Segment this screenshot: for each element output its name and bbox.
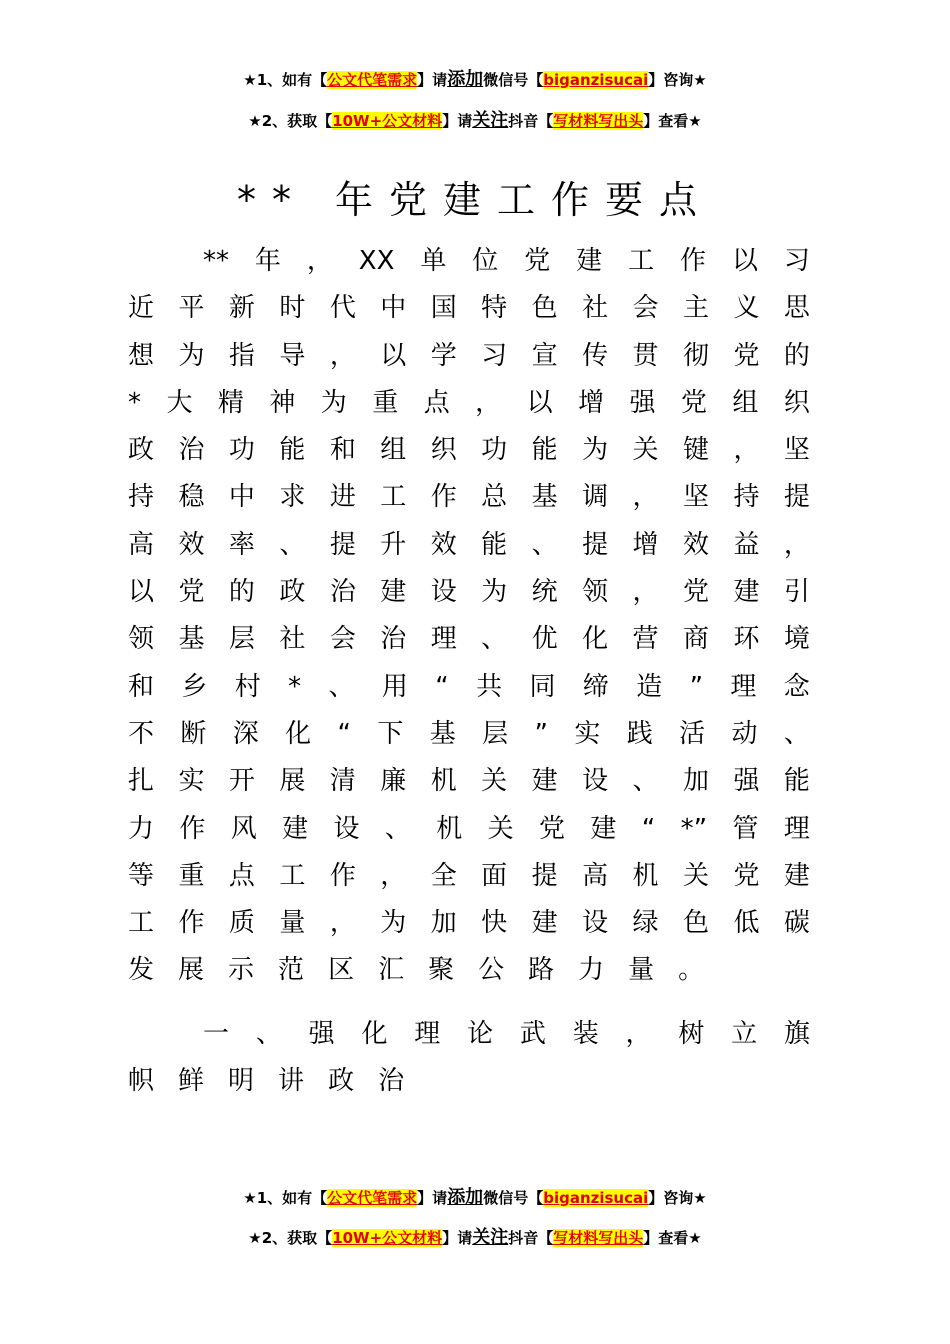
char-cell: 点 [228, 860, 255, 891]
char-cell: 扎 [128, 766, 155, 797]
char-cell: 治 [329, 577, 356, 608]
paragraph-line [128, 616, 810, 663]
char-cell: 营 [632, 624, 659, 655]
char-cell: 神 [269, 387, 296, 418]
char-cell: 建 [282, 813, 309, 844]
char-cell: 装 [572, 1019, 599, 1049]
paragraph-line [128, 569, 810, 616]
char-cell: 进 [329, 482, 356, 513]
char-cell: * [128, 387, 141, 418]
char-cell: 加 [682, 766, 709, 797]
char-cell: 缔 [582, 671, 609, 702]
char-cell: 提 [582, 529, 609, 560]
char-cell: 关 [487, 813, 514, 844]
char-cell: 精 [217, 387, 244, 418]
char-cell: 政 [328, 1066, 355, 1096]
char-cell: 建 [531, 908, 558, 939]
char-cell: 持 [733, 482, 760, 513]
char-cell: 年 [254, 246, 281, 276]
char-cell: 组 [732, 387, 759, 418]
char-cell: 统 [531, 577, 558, 608]
char-cell: 强 [629, 387, 656, 418]
banner-text: 】咨询★ [648, 1189, 707, 1207]
char-cell: 快 [481, 908, 508, 939]
char-cell: 增 [578, 387, 605, 418]
char-cell: 提 [783, 482, 810, 513]
char-cell: 能 [481, 529, 508, 560]
wechat-id-link[interactable]: biganzisucai [543, 1189, 649, 1207]
char-cell: 管 [732, 813, 759, 844]
char-cell: 一 [203, 1019, 230, 1049]
char-cell: 能 [783, 766, 810, 797]
char-cell: 设 [582, 908, 609, 939]
char-cell: ， [733, 435, 760, 466]
char-cell: 用 [381, 671, 408, 702]
char-cell: 化 [361, 1019, 388, 1049]
paragraph-line [128, 333, 810, 380]
char-cell: 基 [531, 482, 558, 513]
char-cell: 持 [128, 482, 155, 513]
char-cell: 新 [228, 293, 255, 324]
paragraph-line [128, 522, 810, 569]
douyin-account-link[interactable]: 写材料写出头 [553, 1229, 644, 1247]
char-cell: 主 [682, 293, 709, 324]
char-cell: 国 [430, 293, 457, 324]
banner-text: 】请 [442, 1229, 473, 1247]
char-cell: 导 [279, 340, 306, 371]
char-cell: 机 [436, 813, 463, 844]
char-cell: 、 [255, 1019, 282, 1049]
banner-text: 】查看★ [643, 112, 702, 130]
char-cell: 党 [733, 340, 760, 371]
char-cell: 动 [731, 718, 758, 749]
banner-text: 】咨询★ [648, 71, 707, 89]
char-cell: 乡 [181, 671, 208, 702]
char-cell: 旗 [783, 1019, 810, 1049]
char-cell: 设 [582, 766, 609, 797]
char-cell: 实 [574, 718, 601, 749]
char-cell: 设 [430, 577, 457, 608]
paragraph-line [128, 711, 810, 758]
page-title: ** 年党建工作要点 [236, 178, 714, 222]
char-cell: ” [689, 671, 704, 702]
char-cell: 论 [467, 1019, 494, 1049]
char-cell: 键 [682, 435, 709, 466]
char-cell: 发 [128, 955, 155, 986]
char-cell: 机 [632, 860, 659, 891]
paragraph-line [128, 285, 810, 332]
paragraph-line [128, 238, 810, 285]
char-cell: 建 [590, 813, 617, 844]
douyin-account-link[interactable]: 写材料写出头 [553, 112, 644, 130]
char-cell: 治 [178, 435, 205, 466]
banner-text: 】请 [442, 112, 473, 130]
char-cell: 坚 [682, 482, 709, 513]
char-cell: 力 [578, 955, 605, 986]
banner-text: 】请 [417, 1189, 448, 1207]
char-cell: 贯 [632, 340, 659, 371]
char-cell: 环 [733, 624, 760, 655]
char-cell: 率 [228, 529, 255, 560]
banner-text: ★1、如有【 [243, 71, 328, 89]
char-cell: 以 [526, 387, 553, 418]
char-cell: 党 [178, 577, 205, 608]
char-cell: 层 [228, 624, 255, 655]
char-cell: ， [783, 529, 810, 560]
banner-text: ★2、获取【 [248, 112, 333, 130]
char-cell: 量 [628, 955, 655, 986]
char-cell: 下 [377, 718, 404, 749]
top-banner-line-1 [0, 68, 950, 92]
char-cell: 坚 [783, 435, 810, 466]
char-cell: 武 [519, 1019, 546, 1049]
char-cell: 引 [783, 577, 810, 608]
char-cell: 、 [328, 671, 355, 702]
char-cell: 理 [430, 624, 457, 655]
char-cell: 党 [680, 387, 707, 418]
char-cell: 共 [476, 671, 503, 702]
char-cell: 以 [380, 340, 407, 371]
char-cell: 作 [430, 482, 457, 513]
char-cell: 为 [178, 340, 205, 371]
char-cell: 全 [430, 860, 457, 891]
char-cell: 代 [329, 293, 356, 324]
paragraph-line [128, 427, 810, 474]
char-cell: 工 [279, 860, 306, 891]
char-cell: 量 [279, 908, 306, 939]
char-cell: 树 [678, 1019, 705, 1049]
banner-text: 】请 [417, 71, 448, 89]
char-cell: 等 [128, 860, 155, 891]
char-cell: 建 [380, 577, 407, 608]
char-cell: ， [475, 387, 502, 418]
char-cell: 学 [430, 340, 457, 371]
char-cell: 开 [228, 766, 255, 797]
char-cell: 展 [279, 766, 306, 797]
char-cell: 色 [531, 293, 558, 324]
heading-line [128, 1011, 810, 1058]
char-cell: 求 [279, 482, 306, 513]
char-cell: 关 [481, 766, 508, 797]
char-cell: 断 [180, 718, 207, 749]
char-cell: ， [625, 1019, 652, 1049]
char-cell: 立 [731, 1019, 758, 1049]
char-cell: 习 [783, 246, 810, 276]
char-cell: 治 [380, 624, 407, 655]
char-cell: 党 [733, 860, 760, 891]
bottom-banner-line-2 [0, 1226, 950, 1250]
char-cell: 为 [320, 387, 347, 418]
char-cell: 、 [384, 813, 411, 844]
char-cell: 加 [430, 908, 457, 939]
char-cell: 益 [733, 529, 760, 560]
char-cell: 活 [679, 718, 706, 749]
char-cell: 政 [128, 435, 155, 466]
body-paragraph [128, 238, 810, 995]
paragraph-line [128, 380, 810, 427]
char-cell: 单 [420, 246, 447, 276]
banner-text: ★1、如有【 [243, 1189, 328, 1207]
char-cell: 作 [179, 813, 206, 844]
paragraph-line [128, 947, 810, 994]
char-cell: 重 [372, 387, 399, 418]
char-cell: 组 [380, 435, 407, 466]
char-cell: 展 [178, 955, 205, 986]
banner-text: 】查看★ [643, 1229, 702, 1247]
char-cell: 基 [178, 624, 205, 655]
char-cell: 区 [328, 955, 355, 986]
char-cell: 明 [228, 1066, 255, 1096]
char-cell: 示 [228, 955, 255, 986]
char-cell: 功 [228, 435, 255, 466]
char-cell: 造 [636, 671, 663, 702]
char-cell: 调 [582, 482, 609, 513]
char-cell: 清 [329, 766, 356, 797]
char-cell: 工 [128, 908, 155, 939]
bottom-banner-line-1 [0, 1186, 950, 1210]
paragraph-line [128, 853, 810, 900]
char-cell: 能 [531, 435, 558, 466]
char-cell: 党 [539, 813, 566, 844]
char-cell: 以 [731, 246, 758, 276]
char-cell: 位 [472, 246, 499, 276]
char-cell: 织 [783, 387, 810, 418]
char-cell: 为 [380, 908, 407, 939]
char-cell: 中 [380, 293, 407, 324]
char-cell: 特 [481, 293, 508, 324]
char-cell: 的 [228, 577, 255, 608]
char-cell: 总 [481, 482, 508, 513]
char-cell: 中 [228, 482, 255, 513]
char-cell: “ [641, 813, 656, 844]
char-cell: 织 [430, 435, 457, 466]
char-cell: 不 [128, 718, 155, 749]
char-cell: 功 [481, 435, 508, 466]
char-cell: 高 [582, 860, 609, 891]
char-cell: 聚 [428, 955, 455, 986]
char-cell: 、 [531, 529, 558, 560]
char-cell: ， [329, 340, 356, 371]
char-cell: 党 [524, 246, 551, 276]
char-cell: ， [632, 577, 659, 608]
char-cell: 机 [430, 766, 457, 797]
banner-emphasis: 添加 [447, 1187, 484, 1208]
char-cell: 重 [178, 860, 205, 891]
char-cell: 化 [582, 624, 609, 655]
char-cell: 关 [682, 860, 709, 891]
char-cell: “ [337, 718, 351, 749]
char-cell: 境 [783, 624, 810, 655]
char-cell: 村 [234, 671, 261, 702]
char-cell: 路 [528, 955, 555, 986]
char-cell: 平 [178, 293, 205, 324]
char-cell: 化 [285, 718, 312, 749]
banner-emphasis: 添加 [447, 69, 484, 90]
char-cell: 力 [128, 813, 155, 844]
char-cell: 治 [378, 1066, 405, 1096]
top-banner-line-2 [0, 109, 950, 133]
char-cell: 社 [582, 293, 609, 324]
char-cell: ， [632, 482, 659, 513]
section-heading [128, 1011, 810, 1105]
char-cell: 建 [576, 246, 603, 276]
char-cell: ， [306, 246, 333, 276]
char-cell: 低 [733, 908, 760, 939]
char-cell: 碳 [783, 908, 810, 939]
char-cell: 宣 [531, 340, 558, 371]
paragraph-line [128, 474, 810, 521]
char-cell: 点 [423, 387, 450, 418]
char-cell: 。 [678, 955, 705, 986]
char-cell: 义 [733, 293, 760, 324]
char-cell: 大 [166, 387, 193, 418]
char-cell: XX [358, 246, 395, 276]
char-cell: 和 [128, 671, 155, 702]
char-cell: 帜 [128, 1066, 155, 1096]
char-cell: 强 [308, 1019, 335, 1049]
char-cell: 范 [278, 955, 305, 986]
char-cell: 思 [783, 293, 810, 324]
char-cell: “ [435, 671, 449, 702]
char-cell: 面 [481, 860, 508, 891]
char-cell: 党 [682, 577, 709, 608]
char-cell: 升 [380, 529, 407, 560]
char-cell: 、 [632, 766, 659, 797]
banner-text: 抖音【 [508, 1229, 554, 1247]
char-cell: 近 [128, 293, 155, 324]
char-cell: ， [380, 860, 407, 891]
char-cell: 深 [232, 718, 259, 749]
heading-line [128, 1058, 810, 1105]
banner-text: 微信号【 [483, 71, 544, 89]
char-cell: 作 [329, 860, 356, 891]
char-cell: 、 [481, 624, 508, 655]
paragraph-line [128, 758, 810, 805]
char-cell: 社 [279, 624, 306, 655]
char-cell: 以 [128, 577, 155, 608]
char-cell: 效 [430, 529, 457, 560]
char-cell: 关 [632, 435, 659, 466]
char-cell: 、 [783, 718, 810, 749]
char-cell: 念 [783, 671, 810, 702]
char-cell: 理 [783, 813, 810, 844]
char-cell: *” [680, 813, 708, 844]
banner-emphasis: 关注 [472, 110, 509, 131]
char-cell: 强 [733, 766, 760, 797]
char-cell: 想 [128, 340, 155, 371]
char-cell: 效 [178, 529, 205, 560]
char-cell: ， [329, 908, 356, 939]
char-cell: 基 [429, 718, 456, 749]
paragraph-line [128, 806, 810, 853]
char-cell: 作 [178, 908, 205, 939]
char-cell: 色 [682, 908, 709, 939]
ghostwriting-link[interactable]: 公文代笔需求 [327, 1189, 418, 1207]
char-cell: 提 [329, 529, 356, 560]
char-cell: 稳 [178, 482, 205, 513]
char-cell: 商 [682, 624, 709, 655]
banner-emphasis: 关注 [472, 1227, 509, 1248]
char-cell: 能 [279, 435, 306, 466]
char-cell: 会 [632, 293, 659, 324]
char-cell: ** [203, 246, 229, 276]
ghostwriting-link[interactable]: 公文代笔需求 [327, 71, 418, 89]
char-cell: 理 [730, 671, 757, 702]
char-cell: 提 [531, 860, 558, 891]
char-cell: 政 [279, 577, 306, 608]
materials-link[interactable]: 10W+公文材料 [332, 112, 443, 130]
char-cell: 建 [733, 577, 760, 608]
char-cell: 层 [482, 718, 509, 749]
char-cell: 的 [783, 340, 810, 371]
char-cell: 会 [329, 624, 356, 655]
char-cell: 传 [582, 340, 609, 371]
char-cell: 为 [481, 577, 508, 608]
char-cell: 领 [582, 577, 609, 608]
char-cell: 工 [380, 482, 407, 513]
char-cell: 风 [230, 813, 257, 844]
char-cell: 和 [329, 435, 356, 466]
char-cell: 建 [783, 860, 810, 891]
banner-text: 抖音【 [508, 112, 554, 130]
char-cell: 设 [333, 813, 360, 844]
char-cell: 工 [628, 246, 655, 276]
banner-text: ★2、获取【 [248, 1229, 333, 1247]
char-cell: 增 [632, 529, 659, 560]
char-cell: 指 [228, 340, 255, 371]
char-cell: 讲 [278, 1066, 305, 1096]
char-cell: 汇 [378, 955, 405, 986]
char-cell: 作 [680, 246, 707, 276]
char-cell: 绿 [632, 908, 659, 939]
banner-text: 微信号【 [483, 1189, 544, 1207]
char-cell: 公 [478, 955, 505, 986]
char-cell: 时 [279, 293, 306, 324]
char-cell: 、 [279, 529, 306, 560]
char-cell: 鲜 [178, 1066, 205, 1096]
paragraph-line [128, 900, 810, 947]
paragraph-line [128, 664, 810, 711]
materials-link[interactable]: 10W+公文材料 [332, 1229, 443, 1247]
char-cell: 高 [128, 529, 155, 560]
char-cell: 践 [626, 718, 653, 749]
char-cell: 优 [531, 624, 558, 655]
char-cell: 同 [529, 671, 556, 702]
char-cell: 质 [228, 908, 255, 939]
char-cell: 彻 [682, 340, 709, 371]
char-cell: 领 [128, 624, 155, 655]
char-cell: 建 [531, 766, 558, 797]
char-cell: 实 [178, 766, 205, 797]
char-cell: 习 [481, 340, 508, 371]
char-cell: * [288, 671, 302, 702]
char-cell: 理 [414, 1019, 441, 1049]
char-cell: ” [534, 718, 548, 749]
wechat-id-link[interactable]: biganzisucai [543, 71, 649, 89]
char-cell: 为 [582, 435, 609, 466]
char-cell: 廉 [380, 766, 407, 797]
char-cell: 效 [682, 529, 709, 560]
